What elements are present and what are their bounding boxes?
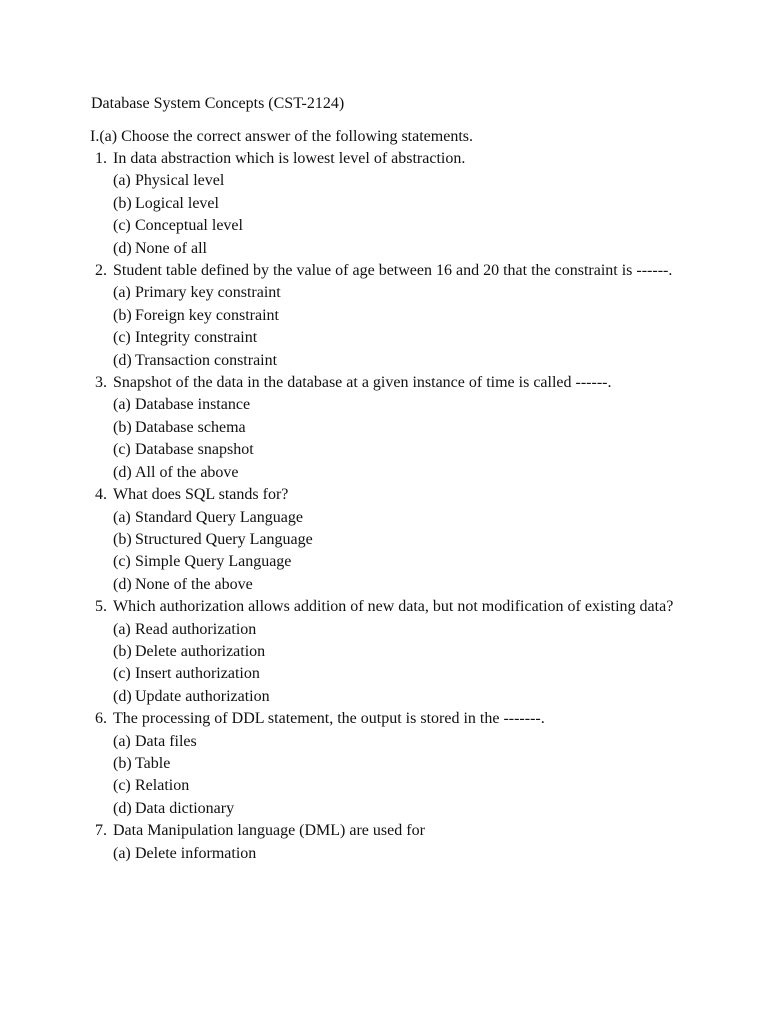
option-letter: (b) xyxy=(113,418,132,436)
question-number: 2. xyxy=(95,262,107,280)
answer-option xyxy=(113,775,676,797)
answer-option xyxy=(113,305,676,327)
option-text: Relation xyxy=(135,777,190,795)
option-letter: (c) xyxy=(113,553,131,571)
option-text: Database instance xyxy=(135,396,251,414)
question-text: Data Manipulation language (DML) are used for xyxy=(113,822,425,840)
answer-option xyxy=(113,686,676,708)
option-letter: (d) xyxy=(113,575,132,593)
option-letter: (a) xyxy=(113,284,131,302)
question-text: What does SQL stands for? xyxy=(113,486,289,504)
question-text: The processing of DDL statement, the output is stored in the -------. xyxy=(113,710,545,728)
question-item xyxy=(90,260,676,372)
option-text: Database schema xyxy=(135,418,246,436)
answer-option xyxy=(113,798,676,820)
question-number: 7. xyxy=(95,822,107,840)
option-letter: (d) xyxy=(113,351,132,369)
answer-option xyxy=(113,843,676,865)
option-text: All of the above xyxy=(135,463,239,481)
option-text: Update authorization xyxy=(135,687,270,705)
answer-option xyxy=(113,394,676,416)
option-text: Primary key constraint xyxy=(135,284,281,302)
option-text: Insert authorization xyxy=(135,665,260,683)
answer-option xyxy=(113,551,676,573)
question-item xyxy=(90,820,676,865)
question-number: 4. xyxy=(95,486,107,504)
answer-option xyxy=(113,663,676,685)
answer-option xyxy=(113,238,676,260)
option-text: Simple Query Language xyxy=(135,553,292,571)
question-number: 5. xyxy=(95,598,107,616)
document-title: Database System Concepts (CST-2124) xyxy=(91,95,345,112)
option-list xyxy=(113,731,676,821)
option-letter: (c) xyxy=(113,441,131,459)
question-text: In data abstraction which is lowest level of abstraction. xyxy=(113,150,466,167)
option-letter: (d) xyxy=(113,687,132,705)
option-list xyxy=(113,394,676,484)
option-letter: (a) xyxy=(113,172,131,190)
option-text: Delete authorization xyxy=(135,642,266,660)
question-list xyxy=(90,148,676,865)
question-number: 6. xyxy=(95,710,107,728)
option-text: Delete information xyxy=(135,844,257,862)
option-text: Logical level xyxy=(135,194,219,212)
answer-option xyxy=(113,619,676,641)
option-letter: (c) xyxy=(113,665,131,683)
option-letter: (b) xyxy=(113,754,132,772)
option-list xyxy=(113,619,676,709)
answer-option xyxy=(113,417,676,439)
option-text: Data files xyxy=(135,732,197,750)
option-letter: (c) xyxy=(113,329,131,347)
option-letter: (a) xyxy=(113,508,131,526)
answer-option xyxy=(113,170,676,192)
answer-option xyxy=(113,753,676,775)
answer-option xyxy=(113,462,676,484)
option-list xyxy=(113,843,676,865)
option-letter: (d) xyxy=(113,463,132,481)
answer-option xyxy=(113,731,676,753)
answer-option xyxy=(113,439,676,461)
question-text: Student table defined by the value of age between 16 and 20 that the constraint is ------. xyxy=(113,262,673,280)
option-text: Integrity constraint xyxy=(135,329,258,347)
question-item xyxy=(90,148,676,260)
option-letter: (b) xyxy=(113,306,132,324)
option-list xyxy=(113,170,676,260)
option-letter: (c) xyxy=(113,777,131,795)
option-letter: (a) xyxy=(113,620,131,638)
section-heading: I.(a) Choose the correct answer of the following statements. xyxy=(90,128,473,145)
option-text: None of all xyxy=(135,239,207,257)
option-letter: (a) xyxy=(113,732,131,750)
question-item xyxy=(90,484,676,596)
option-text: None of the above xyxy=(135,575,253,593)
option-text: Standard Query Language xyxy=(135,508,303,526)
question-text: Snapshot of the data in the database at a given instance of time is called ------. xyxy=(113,374,612,392)
option-letter: (d) xyxy=(113,799,132,817)
option-letter: (b) xyxy=(113,194,132,212)
option-letter: (d) xyxy=(113,239,132,257)
option-text: Data dictionary xyxy=(135,799,235,817)
option-text: Database snapshot xyxy=(135,441,254,459)
option-text: Table xyxy=(135,754,171,772)
question-item xyxy=(90,708,676,820)
answer-option xyxy=(113,574,676,596)
option-letter: (a) xyxy=(113,844,131,862)
answer-option xyxy=(113,193,676,215)
option-text: Read authorization xyxy=(135,620,257,638)
option-list xyxy=(113,282,676,372)
answer-option xyxy=(113,327,676,349)
option-letter: (a) xyxy=(113,396,131,414)
question-number: 3. xyxy=(95,374,107,392)
question-text: Which authorization allows addition of new data, but not modification of existing data? xyxy=(113,598,674,616)
answer-option xyxy=(113,282,676,304)
question-item xyxy=(90,596,676,708)
answer-option xyxy=(113,507,676,529)
answer-option xyxy=(113,350,676,372)
option-letter: (c) xyxy=(113,217,131,235)
option-text: Structured Query Language xyxy=(135,530,313,548)
option-list xyxy=(113,507,676,597)
option-letter: (b) xyxy=(113,642,132,660)
question-item xyxy=(90,372,676,484)
option-text: Physical level xyxy=(135,172,225,190)
option-text: Foreign key constraint xyxy=(135,306,279,324)
answer-option xyxy=(113,529,676,551)
option-text: Conceptual level xyxy=(135,217,243,235)
answer-option xyxy=(113,215,676,237)
question-number: 1. xyxy=(95,150,107,167)
answer-option xyxy=(113,641,676,663)
option-text: Transaction constraint xyxy=(135,351,278,369)
option-letter: (b) xyxy=(113,530,132,548)
